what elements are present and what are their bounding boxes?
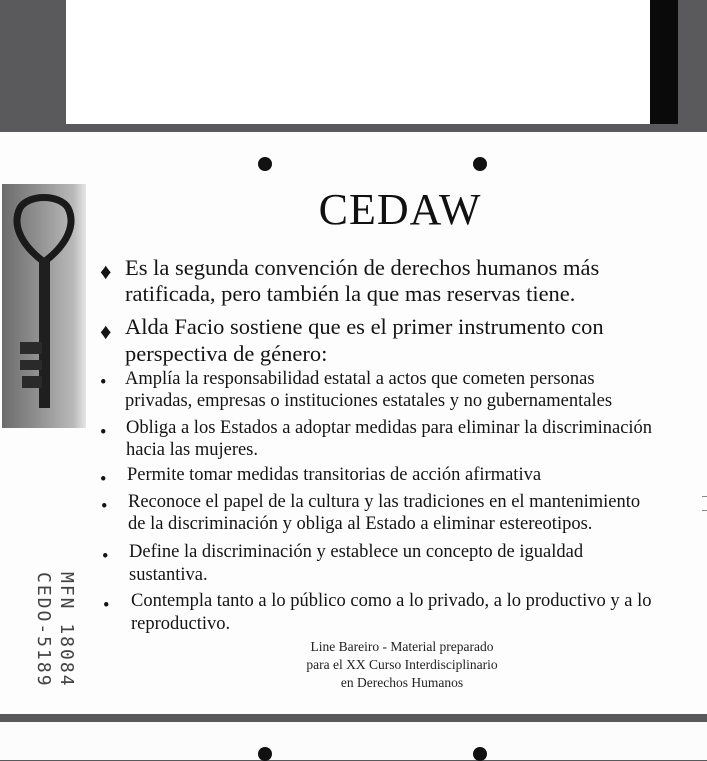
slide-title: CEDAW xyxy=(318,185,482,234)
bullet-icon: • xyxy=(102,547,109,567)
bullet-icon: • xyxy=(100,423,107,443)
sub-point-5-line-2: sustantiva. xyxy=(129,565,208,585)
sub-point-5-line-1: Define la discriminación y establece un concepto de igualdad xyxy=(129,542,584,562)
bullet-icon: • xyxy=(101,497,108,517)
main-point-1-line-2: ratificada, pero también la que mas reservas tiene. xyxy=(125,281,576,306)
sub-point-2-line-1: Obliga a los Estados a adoptar medidas para eliminar la discriminación xyxy=(126,418,653,438)
credit-note xyxy=(280,638,524,692)
main-point-2-line-1: Alda Facio sostiene que es el primer instrumento con xyxy=(125,314,604,339)
sub-point-1-line-1: Amplía la responsabilidad estatal a actos que cometen personas xyxy=(125,369,595,389)
punch-hole-left xyxy=(258,747,272,761)
previous-page-sheet xyxy=(66,0,678,124)
punch-hole-right xyxy=(473,157,487,171)
sub-point-4-line-1: Reconoce el papel de la cultura y las tradiciones en el mantenimiento xyxy=(128,492,641,512)
punch-hole-left xyxy=(258,157,272,171)
diamond-icon: ♦ xyxy=(100,259,112,284)
handwritten-line-1: MFN 18084 xyxy=(56,572,77,688)
punch-hole-right xyxy=(473,747,487,761)
main-point-2-line-2: perspectiva de género: xyxy=(125,341,328,366)
bullet-icon: • xyxy=(103,596,110,616)
scan-mark xyxy=(702,510,707,511)
credit-line-2: para el XX Curso Interdisciplinario xyxy=(306,657,498,672)
credit-line-3: en Derechos Humanos xyxy=(340,675,464,690)
main-point-1-line-1: Es la segunda convención de derechos humanos más xyxy=(125,255,600,280)
document-page xyxy=(0,132,707,714)
bullet-icon: • xyxy=(100,373,107,393)
diamond-icon: ♦ xyxy=(100,319,112,344)
previous-page xyxy=(0,0,707,132)
sub-point-3-line-1: Permite tomar medidas transitorias de acción afirmativa xyxy=(127,465,542,485)
sub-point-6-line-1: Contempla tanto a lo público como a lo privado, a lo productivo y a lo xyxy=(131,591,652,611)
sub-point-6-line-2: reproductivo. xyxy=(131,614,231,634)
sub-point-4-line-2: de la discriminación y obliga al Estado a eliminar estereotipos. xyxy=(128,514,593,534)
scan-edge xyxy=(650,0,678,124)
next-page xyxy=(0,722,707,760)
credit-line-1: Line Bareiro - Material preparado xyxy=(310,639,494,654)
scan-mark xyxy=(702,496,707,497)
handwritten-line-2: CEDO-5189 xyxy=(33,572,54,688)
handwritten-annotation xyxy=(32,572,78,688)
bullet-icon: • xyxy=(100,470,107,490)
sub-point-2-line-2: hacia las mujeres. xyxy=(126,440,259,460)
sub-point-1-line-2: privadas, empresas o instituciones estatales y no gubernamentales xyxy=(125,391,613,411)
